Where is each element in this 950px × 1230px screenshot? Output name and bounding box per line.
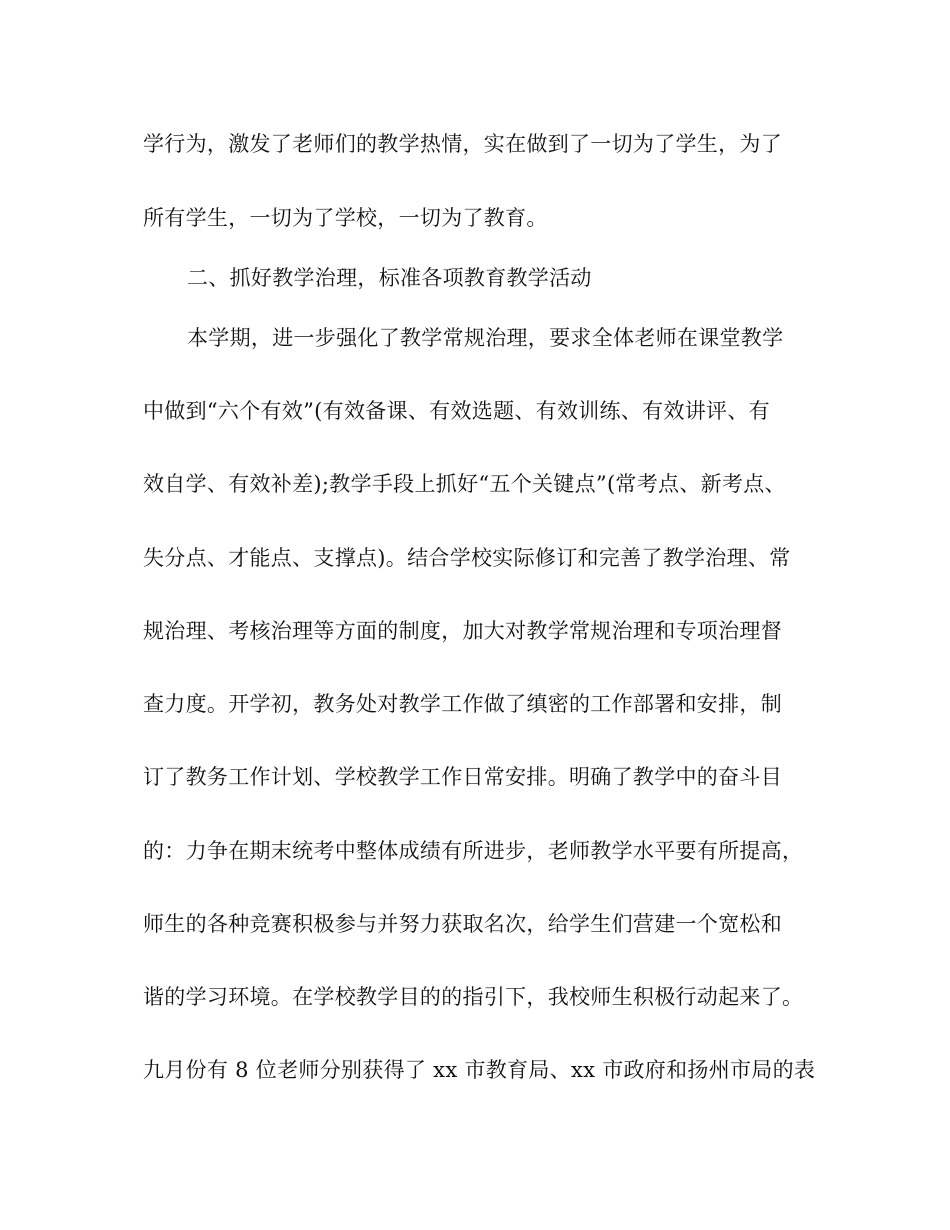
paragraph-line: 效自学、有效补差);教学手段上抓好“五个关键点”(常考点、新考点、 bbox=[143, 472, 786, 496]
paragraph-line: 中做到“六个有效”(有效备课、有效选题、有效训练、有效讲评、有 bbox=[143, 399, 770, 423]
paragraph-line: 查力度。开学初，教务处对教学工作做了缜密的工作部署和安排，制 bbox=[143, 692, 782, 716]
paragraph-line: 谐的学习环境。在学校教学目的的指引下，我校师生积极行动起来了。 bbox=[143, 985, 804, 1009]
paragraph-line: 规治理、考核治理等方面的制度，加大对教学常规治理和专项治理督 bbox=[143, 619, 782, 643]
paragraph-line: 失分点、才能点、支撑点)。结合学校实际修订和完善了教学治理、常 bbox=[143, 546, 791, 570]
paragraph-line: 订了教务工作计划、学校教学工作日常安排。明确了教学中的奋斗目 bbox=[143, 765, 782, 789]
paragraph-line: 所有学生，一切为了学校，一切为了教育。 bbox=[143, 206, 548, 230]
paragraph-line: 学行为，激发了老师们的教学热情，实在做到了一切为了学生，为了 bbox=[143, 132, 782, 156]
paragraph-line: 师生的各种竞赛积极参与并努力获取名次，给学生们营建一个宽松和 bbox=[143, 912, 782, 936]
paragraph-line: 本学期，进一步强化了教学常规治理，要求全体老师在课堂教学 bbox=[187, 326, 784, 350]
paragraph-line: 九月份有 8 位老师分别获得了 xx 市教育局、xx 市政府和扬州市局的表 bbox=[143, 1058, 816, 1082]
section-heading: 二、抓好教学治理，标准各项教育教学活动 bbox=[187, 266, 592, 290]
paragraph-line: 的：力争在期末统考中整体成绩有所进步，老师教学水平要有所提高， bbox=[143, 839, 804, 863]
